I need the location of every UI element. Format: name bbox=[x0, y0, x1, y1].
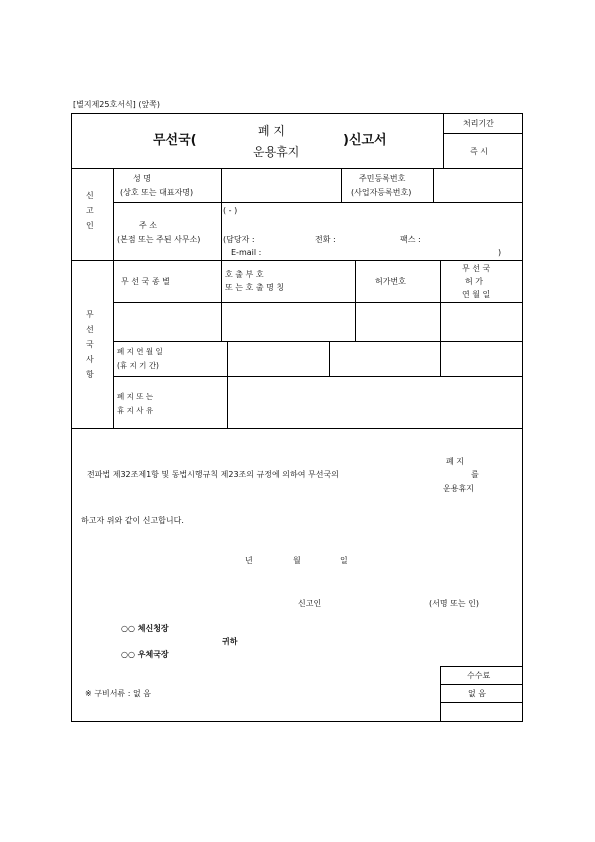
date-year-label: 년 bbox=[245, 556, 253, 565]
closure-reason-label: 폐 지 또 는 bbox=[117, 392, 154, 401]
closure-date-label-sub: (휴 지 기 간) bbox=[117, 361, 159, 370]
id-number-label: 주민등록번호 bbox=[359, 174, 406, 183]
date-month-label: 월 bbox=[293, 556, 301, 565]
fee-value: 없 음 bbox=[468, 689, 486, 698]
title-suffix: )신고서 bbox=[343, 133, 387, 148]
name-label: 성 명 bbox=[133, 174, 151, 183]
license-date-header-mid: 허 가 bbox=[465, 277, 483, 286]
license-date-header: 무 선 국 bbox=[462, 264, 491, 273]
fax-label: 팩스 : bbox=[400, 235, 421, 244]
title-option-suspension: 운용휴지 bbox=[253, 145, 300, 159]
applicant-section-label: 신 고 인 bbox=[86, 191, 94, 230]
closure-reason-field[interactable] bbox=[229, 378, 521, 427]
declaration-option-closure: 폐 지 bbox=[446, 457, 464, 466]
address-field[interactable] bbox=[223, 204, 521, 258]
title-prefix: 무선국( bbox=[153, 133, 197, 148]
closure-reason-label-sub: 휴 지 사 유 bbox=[117, 406, 154, 415]
recipient-honorific: 귀하 bbox=[222, 637, 238, 646]
declaration-connector: 를 bbox=[471, 470, 479, 479]
declaration-option-suspension: 운용휴지 bbox=[443, 484, 474, 493]
signature-placeholder[interactable]: (서명 또는 인) bbox=[429, 599, 479, 608]
license-date-header-sub: 연 월 일 bbox=[462, 290, 491, 299]
closure-date-label: 폐 지 연 월 일 bbox=[117, 347, 163, 356]
title-option-closure: 폐 지 bbox=[258, 124, 285, 138]
license-date-field[interactable] bbox=[442, 304, 521, 340]
station-type-field[interactable] bbox=[115, 304, 220, 340]
fee-label: 수수료 bbox=[467, 671, 491, 680]
callsign-header-sub: 또 는 호 출 명 칭 bbox=[225, 283, 285, 292]
callsign-field[interactable] bbox=[223, 304, 354, 340]
station-type-header: 무 선 국 종 별 bbox=[121, 277, 170, 286]
phone-label: 전화 : bbox=[315, 235, 336, 244]
closure-date-field[interactable] bbox=[229, 343, 521, 375]
required-documents: ※ 구비서류 : 없 음 bbox=[85, 689, 151, 698]
license-number-header: 허가번호 bbox=[375, 277, 406, 286]
callsign-header: 호 출 부 호 bbox=[225, 270, 264, 279]
contact-person-label: (담당자 : bbox=[223, 235, 255, 244]
name-field[interactable] bbox=[223, 170, 339, 200]
date-day-label: 일 bbox=[340, 556, 348, 565]
signer-label: 신고인 bbox=[298, 599, 322, 608]
postal-code-placeholder: ( - ) bbox=[223, 206, 238, 215]
processing-period-label: 처리기간 bbox=[463, 119, 494, 128]
name-label-sub: (상호 또는 대표자명) bbox=[120, 188, 194, 197]
recipient-regional-office: ○○ 체신청장 bbox=[121, 624, 169, 633]
license-number-field[interactable] bbox=[357, 304, 439, 340]
address-label: 주 소 bbox=[139, 221, 157, 230]
email-label: E-mail : bbox=[231, 248, 262, 257]
address-label-sub: (본점 또는 주된 사무소) bbox=[117, 235, 201, 244]
address-close-paren: ) bbox=[498, 248, 502, 257]
declaration-statement-2: 하고자 위와 같이 신고합니다. bbox=[81, 516, 184, 525]
id-number-field[interactable] bbox=[435, 170, 521, 200]
processing-period-value: 즉 시 bbox=[470, 147, 488, 156]
station-section-label: 무 선 국 사 항 bbox=[86, 310, 94, 379]
declaration-statement: 전파법 제32조제1항 및 동법시행규칙 제23조의 규정에 의하여 무선국의 bbox=[87, 470, 339, 479]
form-id: [별지제25호서식] (앞쪽) bbox=[73, 100, 161, 109]
recipient-post-office: ○○ 우체국장 bbox=[121, 650, 169, 659]
declaration-date[interactable] bbox=[242, 556, 352, 568]
id-number-label-sub: (사업자등록번호) bbox=[351, 188, 412, 197]
